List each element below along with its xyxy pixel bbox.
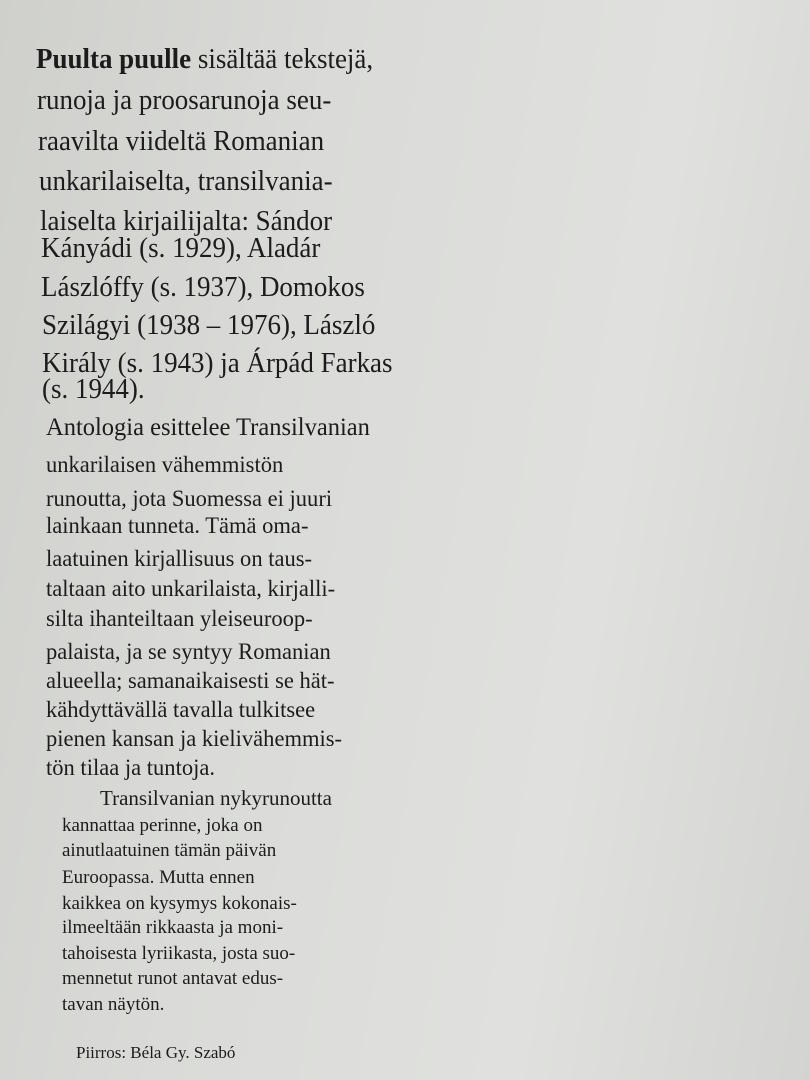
intro-line-6: Lászlóffy (s. 1937), Domokos bbox=[41, 271, 365, 303]
para2-line-6: silta ihanteiltaan yleiseuroop- bbox=[46, 606, 313, 631]
para2-line-0: Antologia esittelee Transilvanian bbox=[46, 414, 370, 441]
intro-line-1: runoja ja proosarunoja seu- bbox=[37, 84, 332, 116]
para2-line-1: unkarilaisen vähemmistön bbox=[46, 452, 284, 477]
intro-line-0-text: sisältää tekstejä, bbox=[191, 43, 374, 75]
para3-line-8: tavan näytön. bbox=[62, 994, 165, 1015]
para2-line-4: laatuinen kirjallisuus on taus- bbox=[46, 546, 313, 571]
para3-line-1: kannattaa perinne, joka on bbox=[62, 815, 263, 836]
para2-line-10: pienen kansan ja kielivähemmis- bbox=[46, 726, 343, 751]
para3-line-0: Transilvanian nykyrunoutta bbox=[100, 786, 332, 810]
book-title: Puulta puulle bbox=[36, 43, 192, 75]
intro-line-4: laiselta kirjailijalta: Sándor bbox=[40, 205, 333, 237]
intro-line-5: Kányádi (s. 1929), Aladár bbox=[41, 232, 321, 264]
para2-line-11: tön tilaa ja tuntoja. bbox=[46, 755, 216, 780]
para3-line-5: ilmeeltään rikkaasta ja moni- bbox=[62, 917, 284, 938]
intro-line-2: raavilta viideltä Romanian bbox=[38, 125, 325, 157]
illustration-credit: Piirros: Béla Gy. Szabó bbox=[76, 1043, 236, 1062]
para2-line-9: kähdyttävällä tavalla tulkitsee bbox=[46, 697, 316, 722]
para2-line-7: palaista, ja se syntyy Romanian bbox=[46, 639, 331, 664]
para3-line-6: tahoisesta lyriikasta, josta suo- bbox=[62, 943, 296, 964]
para2-line-5: taltaan aito unkarilaista, kirjalli- bbox=[46, 576, 336, 601]
intro-line-0 bbox=[36, 42, 373, 76]
intro-line-7: Szilágyi (1938 – 1976), László bbox=[42, 309, 376, 341]
para3-line-4: kaikkea on kysymys kokonais- bbox=[62, 893, 297, 914]
intro-line-9: (s. 1944). bbox=[42, 373, 145, 405]
para2-line-3: lainkaan tunneta. Tämä oma- bbox=[46, 513, 309, 538]
intro-line-8: Király (s. 1943) ja Árpád Farkas bbox=[42, 347, 393, 379]
para3-line-7: mennetut runot antavat edus- bbox=[62, 968, 284, 989]
para3-line-3: Euroopassa. Mutta ennen bbox=[62, 867, 255, 888]
para2-line-8: alueella; samanaikaisesti se hät- bbox=[46, 668, 335, 693]
intro-line-3: unkarilaiselta, transilvania- bbox=[39, 165, 333, 197]
para2-line-2: runoutta, jota Suomessa ei juuri bbox=[46, 486, 333, 511]
para3-line-2: ainutlaatuinen tämän päivän bbox=[62, 840, 277, 861]
